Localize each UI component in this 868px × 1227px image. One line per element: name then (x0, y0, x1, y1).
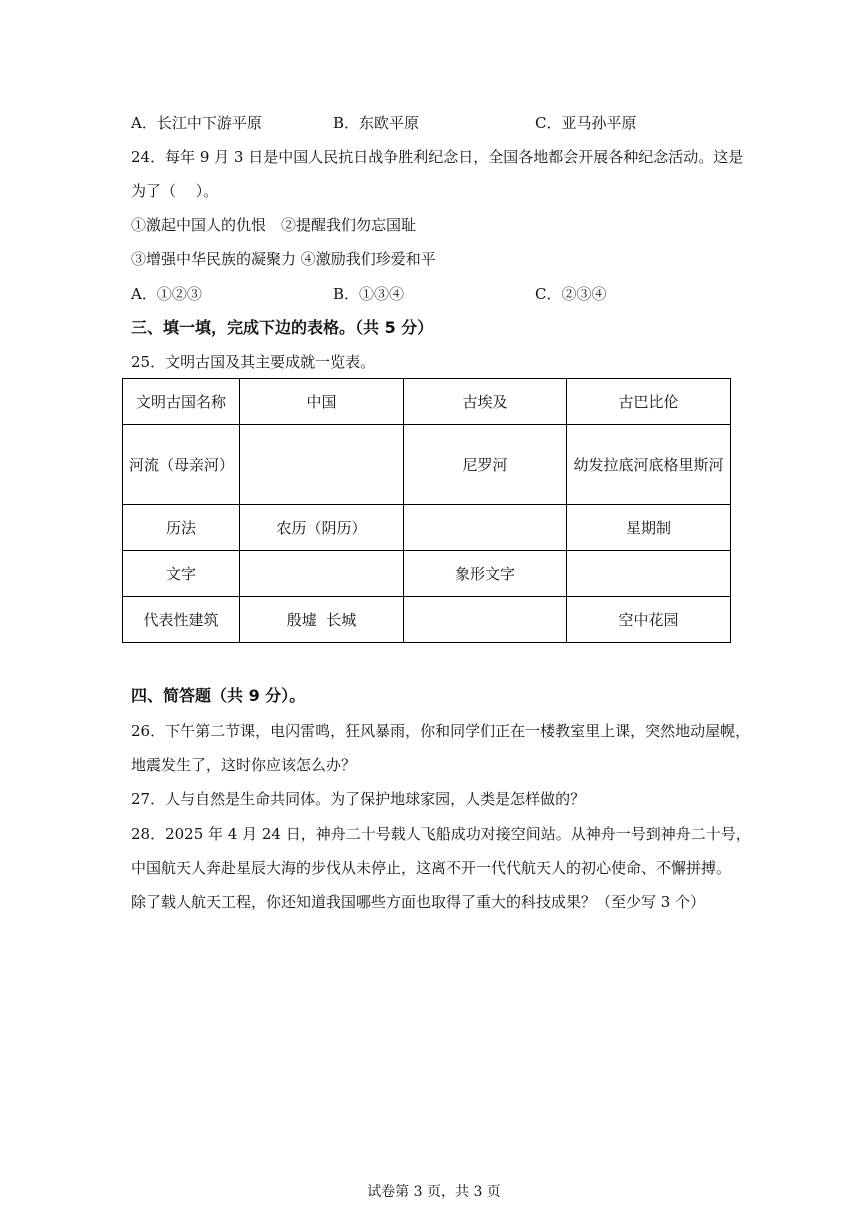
table-row (123, 551, 731, 597)
q24-stem-line1: 24．每年 9 月 3 日是中国人民抗日战争胜利纪念日，全国各地都会开展各种纪念活动。这是 (131, 148, 744, 166)
q26-line1: 26．下午第二节课，电闪雷鸣，狂风暴雨，你和同学们正在一楼教室里上课，突然地动屋幌， (131, 722, 751, 740)
table-cell-blank[interactable] (240, 551, 404, 597)
table-header-cell: 中国 (240, 379, 404, 425)
table-cell: 农历（阴历） (240, 505, 404, 551)
table-cell: 文字 (123, 551, 240, 597)
table-row (123, 425, 731, 505)
table-cell: 历法 (123, 505, 240, 551)
q28-line1: 28．2025 年 4 月 24 日，神舟二十号载人飞船成功对接空间站。从神舟一号到神舟二十号， (131, 825, 751, 843)
table-cell: 代表性建筑 (123, 597, 240, 643)
section3-heading: 三、填一填，完成下边的表格。（共 5 分） (131, 318, 434, 337)
table-cell: 河流（母亲河） (123, 425, 240, 505)
table-cell: 幼发拉底河底格里斯河 (567, 425, 731, 505)
civilization-table (122, 378, 731, 643)
page-footer: 试卷第 3 页，共 3 页 (367, 1184, 501, 1200)
table-cell: 空中花园 (567, 597, 731, 643)
q27-stem: 27．人与自然是生命共同体。为了保护地球家园，人类是怎样做的？ (131, 790, 586, 808)
q25-stem: 25．文明古国及其主要成就一览表。 (131, 353, 376, 371)
table-cell: 殷墟 长城 (240, 597, 404, 643)
table-header-row (123, 379, 731, 425)
q28-line3: 除了载人航天工程，你还知道我国哪些方面也取得了重大的科技成果？（至少写 3 个） (131, 893, 706, 911)
table-cell-blank[interactable] (567, 551, 731, 597)
q24-stem-line2: 为了（ ）。 (131, 182, 219, 200)
q23-option-b: B．东欧平原 (333, 114, 420, 132)
q24-items-line1: ①激起中国人的仇恨 ②提醒我们勿忘国耻 (131, 216, 417, 234)
table-header-cell: 文明古国名称 (123, 379, 240, 425)
table-cell: 星期制 (567, 505, 731, 551)
q28-line2: 中国航天人奔赴星辰大海的步伐从未停止，这离不开一代代航天人的初心使命、不懈拼搏。 (131, 859, 732, 877)
q24-option-a: A．①②③ (131, 285, 202, 303)
table-cell: 尼罗河 (404, 425, 567, 505)
q23-option-c: C．亚马孙平原 (535, 114, 637, 132)
table-cell-blank[interactable] (404, 505, 567, 551)
q24-items-line2: ③增强中华民族的凝聚力 ④激励我们珍爱和平 (131, 250, 436, 268)
section4-heading: 四、简答题（共 9 分）。 (131, 686, 306, 705)
q23-option-a: A．长江中下游平原 (131, 114, 262, 132)
table-cell: 象形文字 (404, 551, 567, 597)
table-header-cell: 古埃及 (404, 379, 567, 425)
table-row (123, 505, 731, 551)
q24-option-c: C．②③④ (535, 285, 607, 303)
table-cell-blank[interactable] (404, 597, 567, 643)
table-cell-blank[interactable] (240, 425, 404, 505)
table-header-cell: 古巴比伦 (567, 379, 731, 425)
q26-line2: 地震发生了，这时你应该怎么办？ (131, 756, 357, 774)
q24-option-b: B．①③④ (333, 285, 405, 303)
table-row (123, 597, 731, 643)
